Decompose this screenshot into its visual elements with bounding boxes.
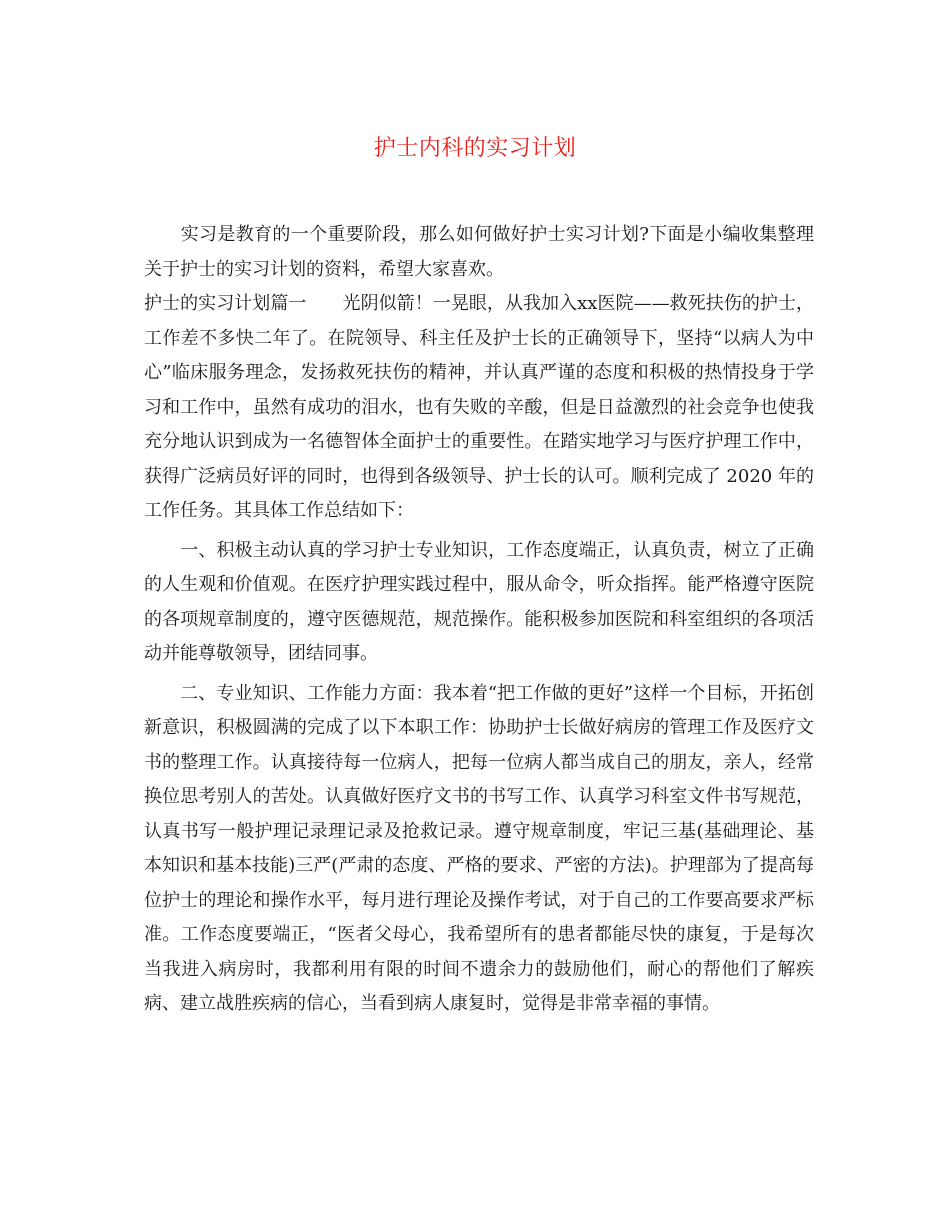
document-title: 护士内科的实习计划 [373,136,577,161]
paragraph-section-one: 一、积极主动认真的学习护士专业知识，工作态度端正，认真负责，树立了正确的人生观和价值观。在医疗护理实践过程中，服从命令，听众指挥。能严格遵守医院的各项规章制度的，遵守医德规范，规范操作。能积极参加医院和科室组织的各项活动并能尊敬领导，团结同事。 [144,539,814,664]
paragraph-intro: 实习是教育的一个重要阶段，那么如何做好护士实习计划?下面是小编收集整理关于护士的实习计划的资料，希望大家喜欢。 [144,224,814,280]
paragraph-plan-one: 护士的实习计划篇一 光阴似箭！一晃眼，从我加入xx医院——救死扶伤的护士，工作差不多快二年了。在院领导、科主任及护士长的正确领导下，坚持“以病人为中心”临床服务理念，发扬救死扶伤的精神，并认真严谨的态度和积极的热情投身于学习和工作中，虽然有成功的泪水，也有失败的辛酸，但是日益激烈的社会竞争也使我充分地认识到成为一名德智体全面护士的重要性。在踏实地学习与医疗护理工作中，获得广泛病员好评的同时，也得到各级领导、护士长的认可。顺利完成了 2020 年的工作任务。其具体工作总结如下： [144,293,814,521]
paragraph-section-two: 二、专业知识、工作能力方面：我本着“把工作做的更好”这样一个目标，开拓创新意识，积极圆满的完成了以下本职工作：协助护士长做好病房的管理工作及医疗文书的整理工作。认真接待每一位病人，把每一位病人都当成自己的朋友，亲人，经常换位思考别人的苦处。认真做好医疗文书的书写工作、认真学习科室文件书写规范，认真书写一般护理记录理记录及抢救记录。遵守规章制度，牢记三基(基础理论、基本知识和基本技能)三严(严肃的态度、严格的要求、严密的方法)。护理部为了提高每位护士的理论和操作水平，每月进行理论及操作考试，对于自己的工作要高要求严标准。工作态度要端正，“医者父母心，我希望所有的患者都能尽快的康复，于是每次当我进入病房时，我都利用有限的时间不遗余力的鼓励他们，耐心的帮他们了解疾病、建立战胜疾病的信心，当看到病人康复时，觉得是非常幸福的事情。 [144,682,814,1014]
document-body [144,218,814,1022]
